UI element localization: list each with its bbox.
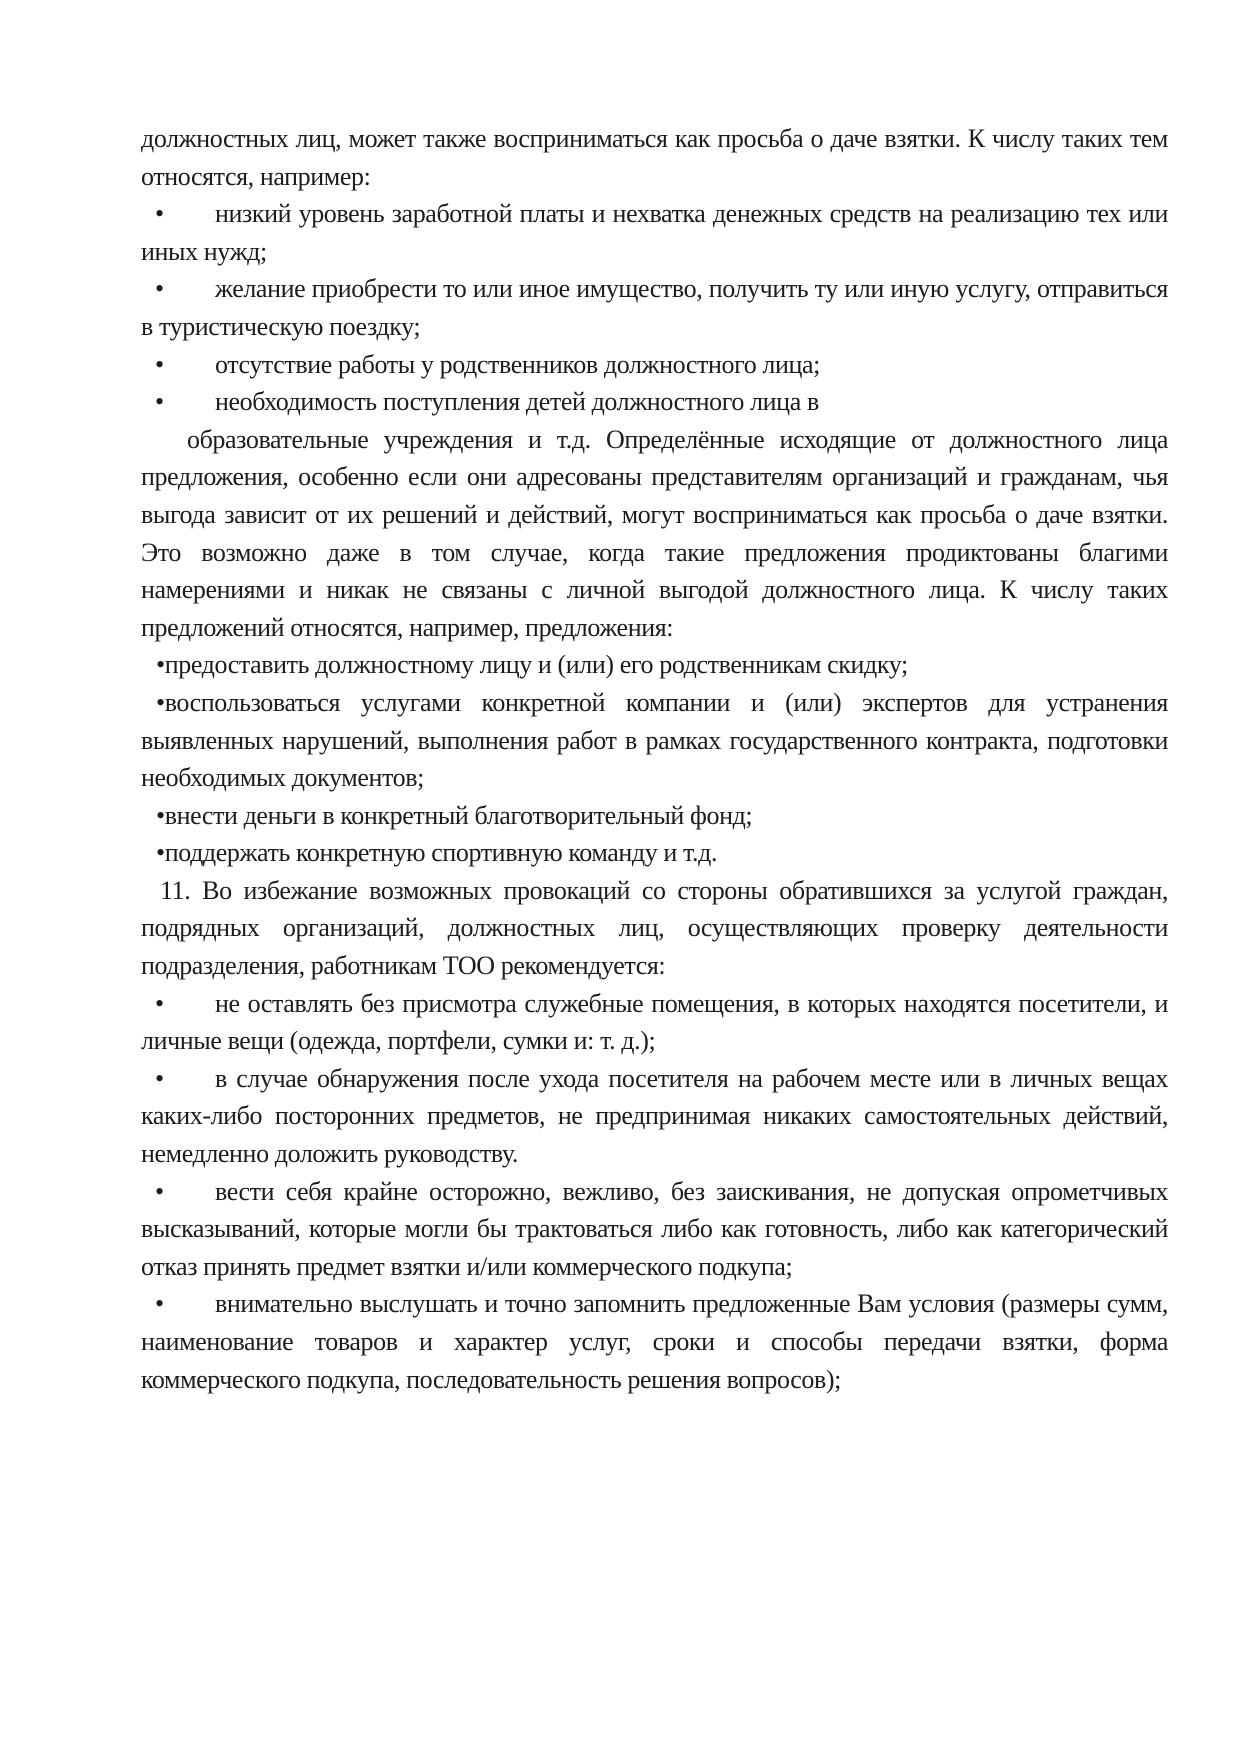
list-item: • необходимость поступления детей должностного лица в	[141, 383, 1168, 421]
list-item: • вести себя крайне осторожно, вежливо, без заискивания, не допуская опрометчивых высказываний, которые могли бы трактоваться либо как готовность, либо как категорический отказ принять предмет взятки и/или коммерческого подкупа;	[141, 1173, 1168, 1286]
bullet-icon: •	[155, 1063, 164, 1093]
list-item: • в случае обнаружения после ухода посетителя на рабочем месте или в личных вещах каких-либо посторонних предметов, не предпринимая никаких самостоятельных действий, немедленно доложить руководству.	[141, 1060, 1168, 1173]
list-item: • низкий уровень заработной платы и нехватка денежных средств на реализацию тех или иных нужд;	[141, 195, 1168, 270]
bullet-icon: •	[155, 199, 164, 229]
bullet-icon: •	[156, 687, 165, 717]
list-item: • желание приобрести то или иное имущество, получить ту или иную услугу, отправиться в туристическую поездку;	[141, 270, 1168, 345]
list-item: • не оставлять без присмотра служебные помещения, в которых находятся посетители, и личные вещи (одежда, портфели, сумки и: т. д.);	[141, 985, 1168, 1060]
bullet-icon: •	[156, 838, 165, 868]
bullet-icon: •	[155, 349, 164, 379]
proposals-intro-paragraph: образовательные учреждения и т.д. Определённые исходящие от должностного лица предложения, особенно если они адресованы представителям организаций и гражданам, чья выгода зависит от их решений и действий, могут восприниматься как просьба о даче взятки. Это возможно даже в том случае, когда такие предложения продиктованы благими намерениями и никак не связаны с личной выгодой должностного лица. К числу таких предложений относятся, например, предложения:	[141, 424, 1168, 642]
proposals-list	[141, 646, 1168, 872]
recommendations-list	[141, 985, 1168, 1399]
section-11-paragraph: 11. Во избежание возможных провокаций со стороны обратившихся за услугой граждан, подрядных организаций, должностных лиц, осуществляющих проверку деятельности подразделения, работникам ТОО рекомендуется:	[141, 875, 1168, 981]
intro-paragraph: должностных лиц, может также восприниматься как просьба о даче взятки. К числу таких тем относятся, например:	[141, 124, 1168, 191]
bullet-icon: •	[155, 1176, 164, 1206]
bullet-icon: •	[155, 387, 164, 417]
section-number: 11.	[160, 875, 191, 905]
list-item: • внимательно выслушать и точно запомнить предложенные Вам условия (размеры сумм, наименование товаров и характер услуг, сроки и способы передачи взятки, форма коммерческого подкупа, последовательность решения вопросов);	[141, 1285, 1168, 1398]
list-item: •внести деньги в конкретный благотворительный фонд;	[156, 800, 753, 830]
bullet-icon: •	[155, 1289, 164, 1319]
list-item: •воспользоваться услугами конкретной компании и (или) экспертов для устранения выявленных нарушений, выполнения работ в рамках государственного контракта, подготовки необходимых документов;	[141, 687, 1168, 793]
bullet-icon: •	[155, 988, 164, 1018]
list-item: •поддержать конкретную спортивную команду и т.д.	[156, 838, 718, 868]
list-item: •предоставить должностному лицу и (или) его родственникам скидку;	[156, 650, 908, 680]
document-body	[141, 120, 1168, 1398]
bullet-icon: •	[156, 650, 165, 680]
topics-list	[141, 195, 1168, 421]
bullet-icon: •	[155, 274, 164, 304]
bullet-icon: •	[156, 800, 165, 830]
list-item: • отсутствие работы у родственников должностного лица;	[141, 346, 1168, 384]
